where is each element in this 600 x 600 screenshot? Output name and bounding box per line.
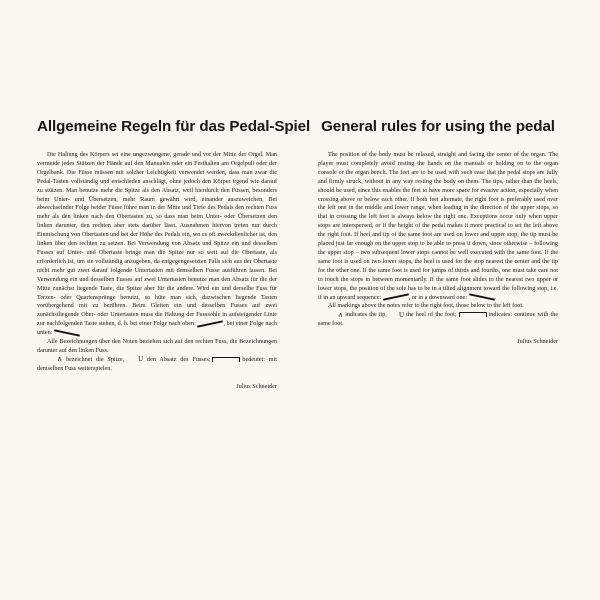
tip-icon: ∧ — [338, 310, 344, 319]
english-paragraph-1-text: The position of the body must be relaxed, straight and facing the center of the organ. The player must completely avoid resting the hands on the manuals or holding on to the organ console or the organ bench. The feet are to be used with such ease that the pedal stops are fully and firmly struck, without in any way resting the body on them. The tips, rather than the heels, should be used, since this enables the feet to have more space for evasive action, especially when crossing above or below each other. If both feet alternate, the right foot is preferably used over the left one in the middle and lower range, when leading in the direction of the upper stops, so that in crossing the left foot is always below the right one. Exceptions occur only when upper stops are interspersed, or if the height of the pedal makes it more practical to set the left above the right foot. If heel and tip of the same foot are used on lower and upper stop, the tip must be placed just far enough on the upper stop to be able to press it down, since otherwise – following the upper stop – two subsequent lower stops cannot be well executed with the same foot. If the same foot is used on two lower stops, the heel is used for the stop nearest the center and the tip for the other one. If the same foot is used for jumps of thirds and fourths, one must take care not to touch the stops in between momentarily. If the same foot slides to the nearest two upper or lower stops, the position of the sole has to be in a tilted alignment toward the following stop, i.e. if in an upward sequence: — [318, 152, 558, 301]
upward-stroke-icon — [383, 293, 409, 300]
german-continue-text: bedeutet: mit demselben Fuss weiterspielen. — [37, 356, 277, 372]
german-paragraph-1 — [37, 151, 277, 338]
heel-icon: U — [398, 310, 405, 319]
german-heel-text: den Absatz des Fusses; — [147, 356, 211, 363]
english-signature: Julius Schneider — [517, 338, 558, 346]
heel-icon: U — [138, 355, 144, 364]
english-paragraph-2: All markings above the notes refer to the right foot, those below to the left foot. — [328, 303, 524, 310]
english-column — [318, 118, 558, 346]
english-continue-text: indicates: continue with the same foot. — [318, 312, 558, 328]
english-heel-text: the heel of the foot; — [406, 312, 457, 319]
german-paragraph-1-mid: , bei einer Folge nach unten: — [37, 321, 278, 337]
german-tip-text: bezeichnet die Spitze, — [65, 356, 125, 363]
english-paragraph-1 — [318, 151, 558, 302]
tip-icon: ∧ — [57, 355, 63, 364]
german-signature: Julius Schneider — [236, 382, 277, 390]
upward-stroke-icon — [198, 320, 224, 327]
german-paragraph-3 — [37, 356, 277, 374]
german-column — [37, 118, 311, 391]
german-paragraph-1-text: Die Haltung des Körpers sei eine ungezwungene, gerade und vor der Mitte der Orgel. Man vermeide jedes Stützen der Hände auf den Manualen oder ein Festhalten am Orgelpult oder der Orgelbank. Die Füsse müssen mit solcher Leichtigkeit verwendet werden, dass man zwar die Pedal-Tasten vollständig und entschieden anschlägt, ohne jedoch den Körper irgend wie darauf zu stützen. Man benutze mehr die Spitze als den Absatz, weil hierdurch den Füssen, besonders beim Unter- und Übersetzen, mehr Raum gewährt wird, einander auszuweichen. Bei abwechselnder Folge beider Füsse führe man in der Mitte und Tiefe des Pedals den rechten Fuss mehr als den linken nach den Obertasten zu, so dass man beim Unter- oder Übersetzen den linken darunter, den rechten aber stets darüber lässt. Ausnahmen hiervon treten nur durch Einmischung von Obertasten und bei der Höhe des Pedals ein, wo es oft zweckdienlicher ist, den linken über den rechten zu setzen. Bei Verwendung von Absatz und Spitze ein und desselben Fusses auf Unter- und Obertaste bringe man die Spitze nur so weit auf die Obertaste, als erforderlich ist, um sie vollständig anzugeben, da entgegengesetzten Falls sich aus der Obertaste nicht mehr gut zwei darauf folgende Untertasten mit demselben Fusse ausführen lassen. Bei Verwendung ein und desselben Fusses auf zwei Untertasten benutze man den Absatz für die der Mitte zunächst liegende Taste, die Spitze aber für die andere. Wird ein und derselbe Fuss für Terzen- oder Quartensprünge benutzt, so hüte man sich, dazwischen liegende Tasten vorübergehend mit zu berühren. Beim Gleiten ein und desselben Fusses auf zwei zunächstliegende Ober- oder Untertasten muss die Haltung der Fusssohle in aufsteigender Linie zur nachfolgenden Taste stehen, d. h. bei einer Folge nach oben: — [37, 152, 277, 328]
downward-stroke-icon — [54, 329, 80, 336]
english-paragraph-3 — [318, 311, 558, 329]
continue-bracket-icon — [212, 357, 240, 362]
english-body — [318, 151, 558, 329]
continue-bracket-icon — [459, 312, 487, 317]
english-title: General rules for using the pedal — [321, 118, 555, 135]
english-paragraph-1-mid: , or in a downward one: — [408, 294, 467, 301]
german-body — [37, 151, 277, 374]
german-title: Allgemeine Regeln für das Pedal-Spiel — [37, 118, 311, 135]
english-paragraph-1-end: . — [494, 294, 497, 301]
downward-stroke-icon — [469, 293, 495, 300]
english-tip-text: indicates the tip, — [345, 312, 387, 319]
german-paragraph-2: Alle Bezeichnungen über den Noten beziehen sich auf den rechten Fuss, die Bezeichnungen darunter auf den linken Fuss. — [37, 339, 277, 354]
